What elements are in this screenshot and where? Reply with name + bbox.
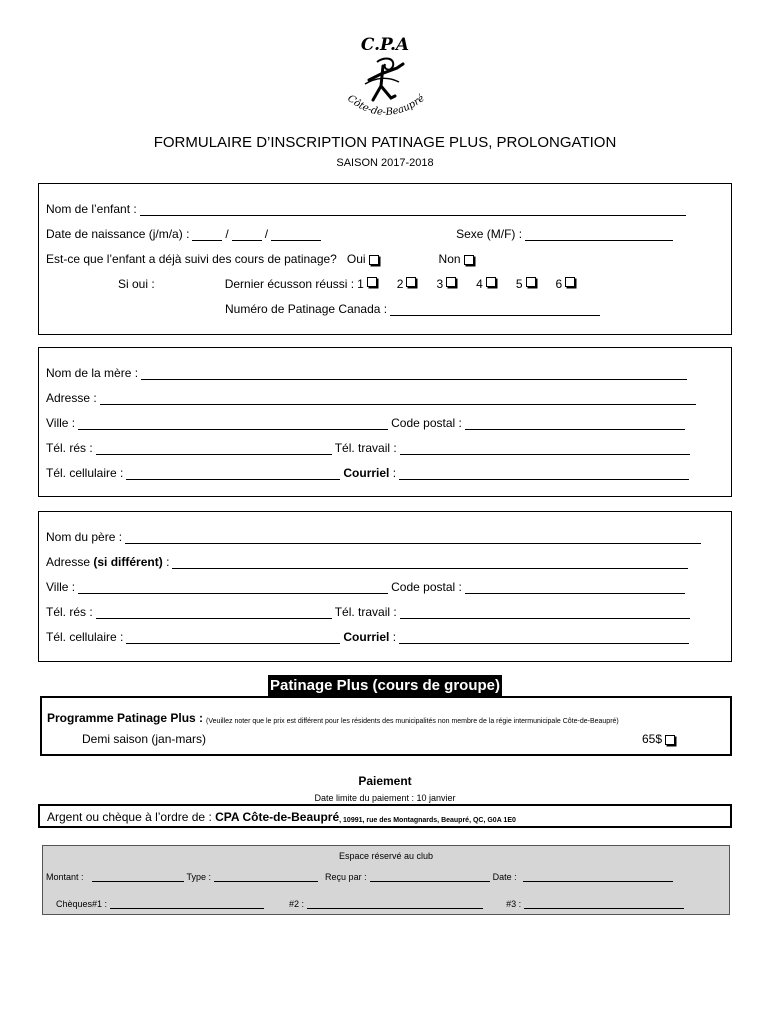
yes-label: Oui: [346, 252, 366, 266]
yes-checkbox[interactable]: [369, 255, 379, 265]
father-address-label: Adresse: [46, 555, 91, 569]
badge-checkbox[interactable]: [486, 277, 496, 287]
badge-row: [46, 277, 595, 291]
amount-field[interactable]: [92, 872, 184, 882]
badge-option: [476, 277, 496, 291]
amount-label: Montant :: [46, 872, 84, 882]
received-field[interactable]: [370, 872, 490, 882]
mother-work-phone-label: Tél. travail :: [334, 441, 397, 455]
badge-checkbox[interactable]: [526, 277, 536, 287]
father-work-phone-field[interactable]: [400, 606, 690, 619]
mother-email-field[interactable]: [399, 467, 689, 480]
cheques-label: Chèques#1 :: [56, 899, 108, 909]
received-label: Reçu par :: [325, 872, 367, 882]
father-postal-field[interactable]: [465, 581, 685, 594]
cheque-2-label: #2 :: [289, 899, 305, 909]
mother-city-label: Ville :: [46, 416, 76, 430]
mother-section: [38, 347, 732, 497]
father-cell-label: Tél. cellulaire :: [46, 630, 124, 644]
mother-postal-field[interactable]: [465, 417, 685, 430]
logo-top-text: C.P.A: [360, 35, 410, 55]
father-home-phone-label: Tél. rés :: [46, 605, 93, 619]
badge-checkbox[interactable]: [565, 277, 575, 287]
father-section: [38, 511, 732, 662]
form-subtitle: SAISON 2017-2018: [336, 157, 434, 169]
svg-text:Côte-de-Beaupré: [345, 93, 426, 118]
dob-year-field[interactable]: [271, 228, 321, 241]
type-label: Type :: [186, 872, 212, 882]
payment-deadline: Date limite du paiement : 10 janvier: [314, 793, 456, 803]
badge-number: 6: [555, 277, 563, 291]
mother-cell-label: Tél. cellulaire :: [46, 466, 124, 480]
program-option-checkbox[interactable]: [665, 735, 675, 745]
mother-address-row: [46, 391, 699, 405]
cheque-3-field[interactable]: [524, 899, 684, 909]
mother-name-field[interactable]: [141, 367, 687, 380]
cheque-2-field[interactable]: [307, 899, 483, 909]
payee-address: , 10991, rue des Montagnards, Beaupré, QC, G0A 1E0: [339, 817, 516, 824]
club-row-1: [46, 872, 676, 882]
colon: :: [166, 555, 170, 569]
payment-title: Paiement: [358, 774, 412, 788]
badge-checkbox[interactable]: [406, 277, 416, 287]
mother-name-row: [46, 366, 690, 380]
payee-name: CPA Côte-de-Beaupré: [215, 810, 340, 824]
father-name-field[interactable]: [125, 531, 701, 544]
father-name-label: Nom du père :: [46, 530, 123, 544]
dob-label: Date de naissance (j/m/a) :: [46, 227, 190, 241]
badge-option: [556, 277, 576, 291]
father-postal-label: Code postal :: [391, 580, 462, 594]
child-name-label: Nom de l’enfant :: [46, 202, 137, 216]
program-note: (Veuillez noter que le prix est différent pour les résidents des municipalités non membre de la régie intermunicipale Côte-de-Beaupré): [206, 718, 619, 725]
badge-number: 2: [396, 277, 404, 291]
if-yes-label: Si oui :: [118, 277, 155, 291]
mother-email-label: Courriel: [343, 466, 390, 480]
father-name-row: [46, 530, 704, 544]
payable-label: Argent ou chèque à l’ordre de :: [47, 810, 212, 824]
badge-number: 5: [515, 277, 523, 291]
dob-separator: /: [225, 227, 229, 241]
cheque-3-label: #3 :: [506, 899, 522, 909]
badge-option: [357, 277, 377, 291]
father-address-note: (si différent): [93, 555, 163, 569]
payment-box: [38, 804, 732, 828]
mother-city-field[interactable]: [78, 417, 388, 430]
badge-option: [436, 277, 456, 291]
mother-name-label: Nom de la mère :: [46, 366, 139, 380]
program-option-row: [82, 732, 206, 746]
form-title: FORMULAIRE D’INSCRIPTION PATINAGE PLUS, PROLONGATION: [153, 134, 617, 151]
mother-address-label: Adresse :: [46, 391, 97, 405]
badge-checkbox[interactable]: [367, 277, 377, 287]
dob-month-field[interactable]: [232, 228, 262, 241]
mother-home-phone-label: Tél. rés :: [46, 441, 93, 455]
program-price-row: [642, 732, 675, 746]
badge-number: 4: [476, 277, 483, 291]
prev-lessons-question: Est-ce que l’enfant a déjà suivi des cours de patinage?: [46, 252, 337, 266]
father-email-field[interactable]: [399, 631, 689, 644]
mother-postal-label: Code postal :: [391, 416, 462, 430]
program-label: Programme Patinage Plus :: [47, 711, 204, 725]
no-label: Non: [438, 252, 461, 266]
skate-canada-row: [225, 302, 603, 316]
program-label-row: [47, 711, 619, 725]
mother-cell-row: [46, 466, 692, 480]
program-option-label: Demi saison (jan-mars): [82, 732, 207, 746]
type-field[interactable]: [214, 872, 318, 882]
sex-field[interactable]: [525, 228, 673, 241]
program-section: [40, 696, 732, 756]
child-dob-row: [46, 227, 676, 241]
badge-number: 3: [436, 277, 444, 291]
father-address-field[interactable]: [172, 556, 688, 569]
club-logo: [325, 34, 445, 132]
child-section: [38, 183, 732, 335]
father-city-field[interactable]: [78, 581, 388, 594]
club-area-title: Espace réservé au club: [338, 851, 434, 861]
program-section-title: Patinage Plus (cours de groupe): [268, 675, 502, 697]
mother-work-phone-field[interactable]: [400, 442, 690, 455]
colon: :: [392, 630, 397, 644]
logo-bottom-text: Côte-de-Beaupré: [345, 93, 427, 119]
sex-label: Sexe (M/F) :: [456, 227, 523, 241]
father-cell-row: [46, 630, 692, 644]
club-row-2: [56, 899, 687, 909]
dob-day-field[interactable]: [192, 228, 222, 241]
club-reserved-area: [42, 845, 730, 915]
father-work-phone-label: Tél. travail :: [334, 605, 397, 619]
colon: :: [392, 466, 397, 480]
mother-phone-row: [46, 441, 693, 455]
mother-cell-field[interactable]: [126, 467, 340, 480]
mother-home-phone-field[interactable]: [96, 442, 332, 455]
father-email-label: Courriel: [343, 630, 390, 644]
child-name-field[interactable]: [140, 203, 686, 216]
mother-address-field[interactable]: [100, 392, 696, 405]
badge-options: [357, 277, 595, 291]
father-home-phone-field[interactable]: [96, 606, 332, 619]
cheque-1-field[interactable]: [110, 899, 264, 909]
father-address-row: [46, 555, 691, 569]
father-phone-row: [46, 605, 693, 619]
prev-lessons-row: [46, 252, 474, 266]
badge-option: [397, 277, 417, 291]
badge-checkbox[interactable]: [446, 277, 456, 287]
date-field[interactable]: [523, 872, 673, 882]
badge-number: 1: [357, 277, 364, 291]
skate-canada-label: Numéro de Patinage Canada :: [225, 302, 388, 316]
no-checkbox[interactable]: [464, 255, 474, 265]
child-name-row: [46, 202, 689, 216]
father-city-row: [46, 580, 688, 594]
father-city-label: Ville :: [46, 580, 76, 594]
father-cell-field[interactable]: [126, 631, 340, 644]
program-option-price: 65$: [642, 732, 663, 746]
dob-separator: /: [264, 227, 269, 241]
mother-city-row: [46, 416, 688, 430]
badge-label: Dernier écusson réussi :: [224, 277, 355, 291]
date-label: Date :: [492, 872, 517, 882]
payable-row: [47, 810, 516, 824]
skate-canada-field[interactable]: [390, 303, 600, 316]
badge-option: [516, 277, 536, 291]
